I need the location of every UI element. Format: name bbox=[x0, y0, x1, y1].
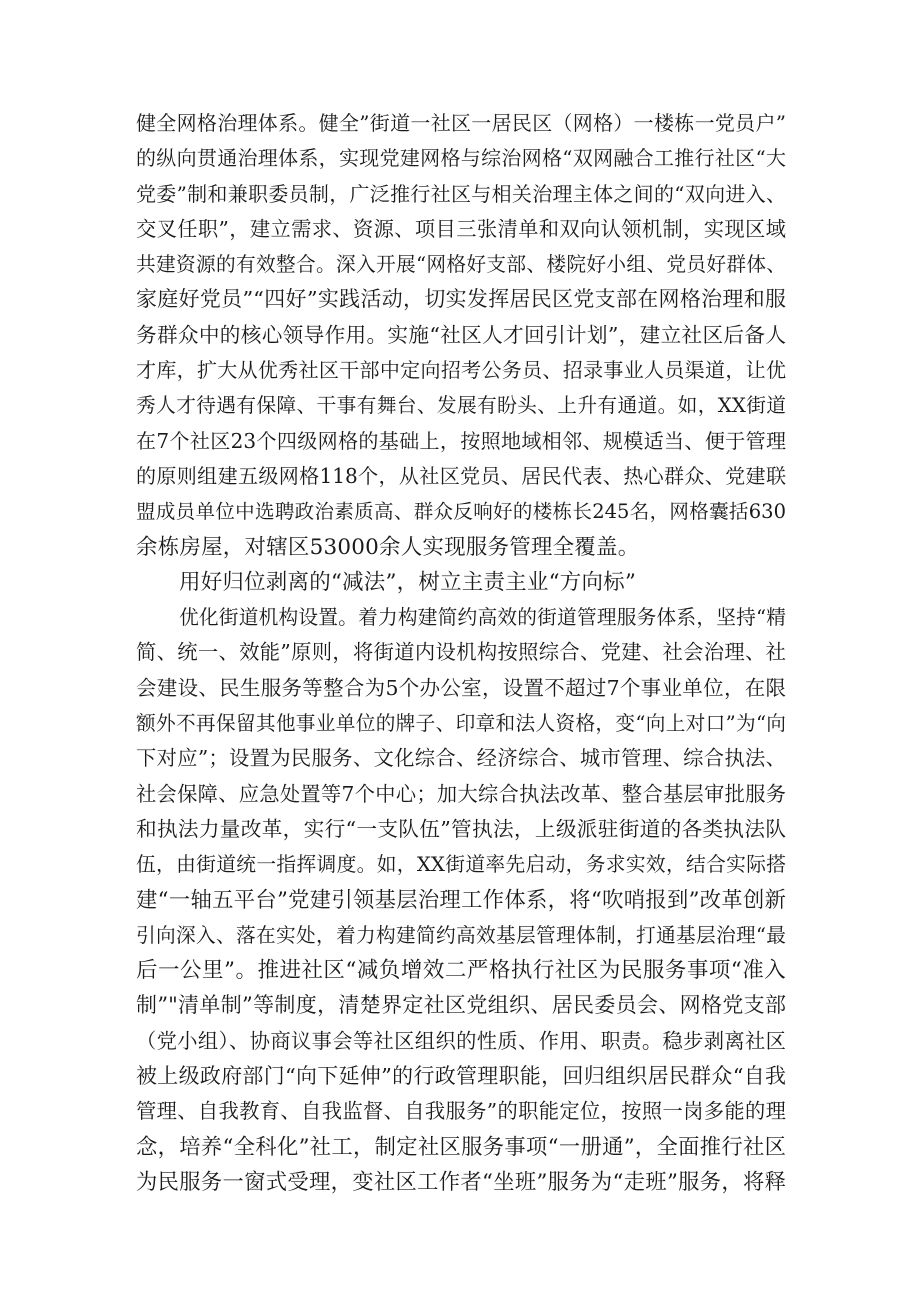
text-line: 和执法力量改革，实行“一支队伍”管执法，上级派驻街道的各类执法队 bbox=[136, 816, 786, 841]
text-line: （党小组）、协商议事会等社区组织的性质、作用、职责。稳步剥离社区 bbox=[136, 1028, 786, 1053]
text-line: 为民服务一窗式受理，变社区工作者“坐班”服务为“走班”服务，将释 bbox=[136, 1169, 786, 1195]
text-line: 务群众中的核心领导作用。实施“社区人才回引计划”，建立社区后备人 bbox=[136, 322, 786, 347]
text-line: 伍，由街道统一指挥调度。如，XX街道率先启动，务求实效，结合实际搭 bbox=[136, 853, 786, 877]
text-line: 交叉任职”，建立需求、资源、项目三张清单和双向认领机制，实现区域 bbox=[136, 216, 786, 241]
text-line: 健全网格治理体系。健全”街道一社区一居民区（网格）一楼栋一党员户” bbox=[136, 111, 786, 135]
text-line: 管理、自我教育、自我监督、自我服务”的职能定位，按照一岗多能的理 bbox=[136, 1099, 786, 1124]
text-line: 制”"清单制”等制度，清楚界定社区党组织、居民委员会、网格党支部 bbox=[136, 993, 786, 1018]
document-body bbox=[136, 106, 786, 1200]
text-line: 简、统一、效能”原则，将街道内设机构按照综合、党建、社会治理、社 bbox=[136, 640, 786, 665]
text-line: 引向深入、落在实处，着力构建简约高效基层管理体制，打通基层治理“最 bbox=[136, 923, 786, 947]
text-line: 盟成员单位中选聘政治素质高、群众反响好的楼栋长245名，网格囊括630 bbox=[136, 500, 786, 524]
text-line: 后一公里”。推进社区“减负增效二严格执行社区为民服务事项“准入 bbox=[136, 958, 786, 984]
text-line: 共建资源的有效整合。深入开展“网格好支部、楼院好小组、党员好群体、 bbox=[136, 253, 786, 277]
text-line: 被上级政府部门“向下延伸”的行政管理职能，回归组织居民群众“自我 bbox=[136, 1064, 786, 1089]
text-line: 家庭好党员”“四好”实践活动，切实发挥居民区党支部在网格治理和服 bbox=[136, 287, 786, 312]
text-line: 下对应”；设置为民服务、文化综合、经济综合、城市管理、综合执法、 bbox=[136, 746, 786, 771]
text-line: 的原则组建五级网格118个，从社区党员、居民代表、热心群众、党建联 bbox=[136, 463, 786, 488]
text-line: 会建设、民生服务等整合为5个办公室，设置不超过7个事业单位，在限 bbox=[136, 675, 786, 700]
text-line: 额外不再保留其他事业单位的牌子、印章和法人资格，变“向上对口”为“向 bbox=[136, 712, 786, 736]
text-line: 余栋房屋，对辖区53000余人实现服务管理全覆盖。 bbox=[136, 534, 640, 560]
text-line: 念，培养“全科化”社工，制定社区服务事项“一册通”，全面推行社区 bbox=[136, 1134, 786, 1160]
text-line: 秀人才待遇有保障、干事有舞台、发展有盼头、上升有通道。如，XX街道 bbox=[136, 394, 786, 418]
text-line: 在7个社区23个四级网格的基础上，按照地域相邻、规模适当、便于管理 bbox=[136, 428, 786, 453]
text-line: 建“一轴五平台”党建引领基层治理工作体系，将“吹哨报到”改革创新 bbox=[136, 887, 786, 913]
text-line: 优化街道机构设置。着力构建简约高效的街道管理服务体系，坚持“精 bbox=[179, 606, 786, 630]
text-line: 的纵向贯通治理体系，实现党建网格与综治网格“双网融合工推行社区“大 bbox=[136, 146, 786, 171]
text-line: 党委”制和兼职委员制，广泛推行社区与相关治理主体之间的“双向进入、 bbox=[136, 181, 786, 206]
text-line: 社会保障、应急处置等7个中心；加大综合执法改革、整合基层审批服务 bbox=[136, 781, 786, 806]
section-heading: 用好归位剥离的“减法”，树立主责主业“方向标” bbox=[179, 569, 637, 595]
text-line: 才库，扩大从优秀社区干部中定向招考公务员、招录事业人员渠道，让优 bbox=[136, 358, 786, 383]
